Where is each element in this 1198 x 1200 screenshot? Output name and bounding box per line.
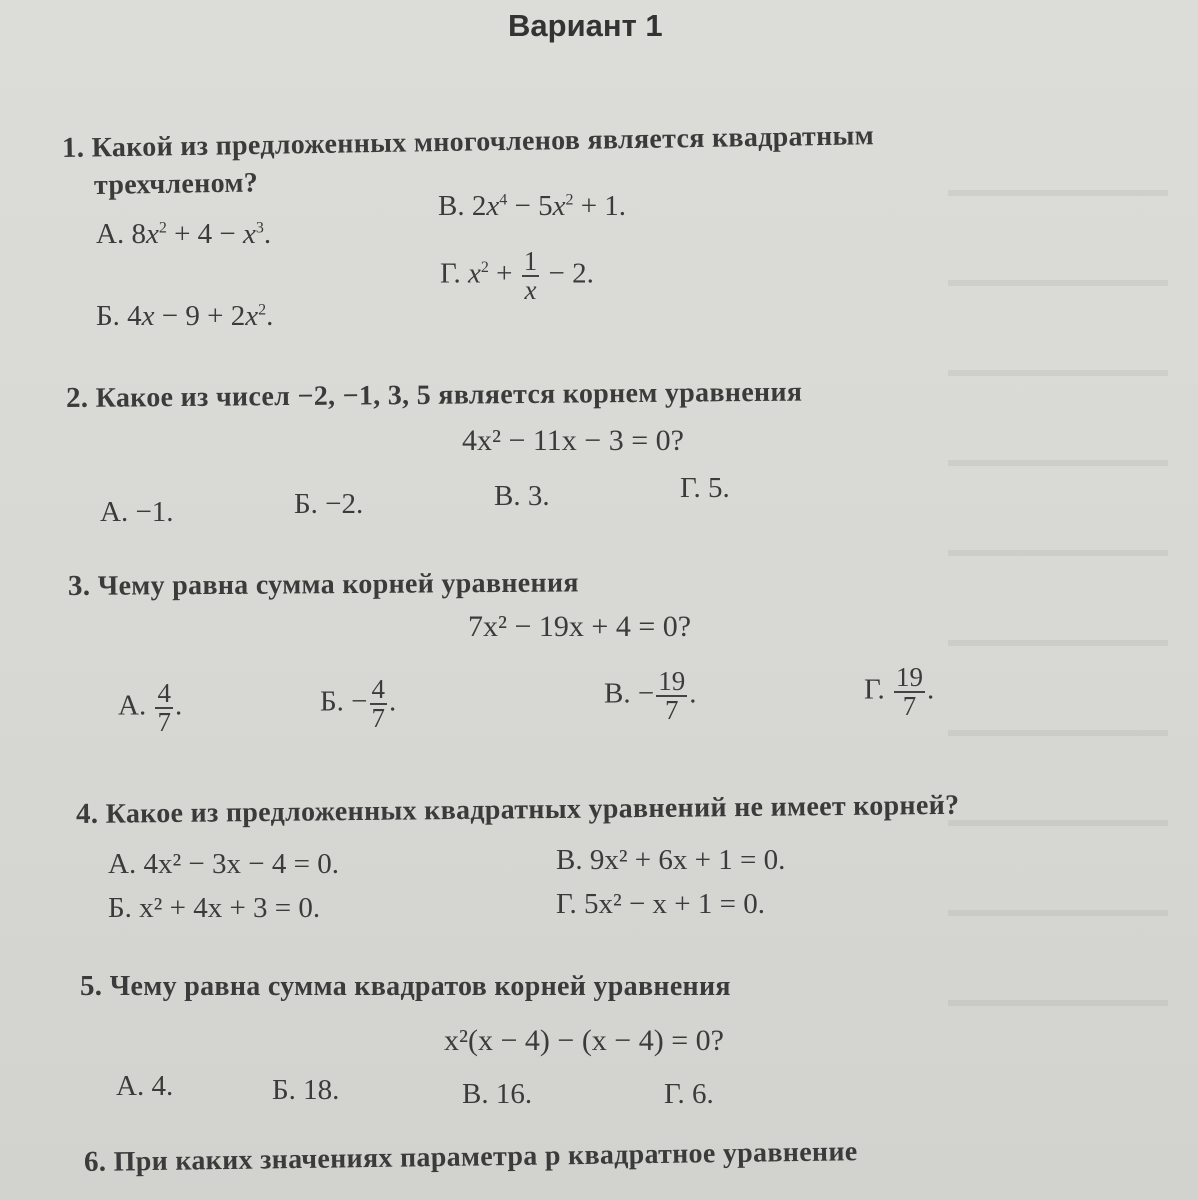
- question-2-number: 2.: [65, 381, 89, 414]
- question-1-number: 1.: [61, 131, 85, 164]
- fraction: $\frac{19}{7}$: [896, 662, 923, 721]
- question-2-option-g: Г. 5.: [680, 472, 730, 504]
- fraction: $\frac{19}{7}$: [658, 666, 686, 725]
- question-4-option-a: А. 4x² − 3x − 4 = 0.: [108, 848, 339, 880]
- question-2-equation: 4x² − 11x − 3 = 0?: [462, 424, 684, 457]
- question-5-number: 5.: [80, 970, 103, 1002]
- option-label: В.: [604, 677, 631, 710]
- question-4-text-line: [76, 789, 960, 831]
- question-1-option-v: В. $2x^4 - 5x^2 + 1$.: [438, 190, 627, 222]
- question-4-option-g: Г. 5x² − x + 1 = 0.: [556, 888, 766, 920]
- question-2-option-v: В. 3.: [494, 480, 550, 512]
- question-5-text-line: [80, 970, 731, 1003]
- question-1-option-a: А. $8x^2 + 4 - x^3$.: [96, 218, 272, 250]
- question-5-option-b: Б. 18.: [272, 1074, 340, 1106]
- fraction: $\frac{4}{7}$: [157, 678, 171, 737]
- question-3-option-g: Г. $\frac{19}{7}$ .: [864, 662, 935, 721]
- fraction: $\frac{4}{7}$: [371, 674, 386, 733]
- question-3-number: 3.: [67, 569, 91, 602]
- question-2-text-line: [66, 376, 803, 415]
- question-6-number: 6.: [83, 1145, 107, 1178]
- option-label: Б.: [96, 300, 120, 332]
- question-2-option-b: Б. −2.: [294, 488, 364, 520]
- option-label: Б.: [320, 685, 344, 718]
- fraction: $\frac{1}{x}$: [523, 246, 538, 305]
- question-3-option-b: Б. − $\frac{4}{7}$ .: [320, 674, 397, 733]
- question-5-text: Чему равна сумма квадратов корней уравнения: [109, 971, 731, 1002]
- option-label: А.: [118, 689, 147, 722]
- question-2-option-a: А. −1.: [100, 496, 174, 528]
- question-5-option-a: А. 4.: [116, 1070, 174, 1102]
- question-3-text-line: [68, 566, 579, 603]
- option-label: Г.: [864, 673, 885, 706]
- option-label: В.: [438, 190, 465, 222]
- question-5-equation: x²(x − 4) − (x − 4) = 0?: [444, 1024, 724, 1057]
- question-3-option-v: В. − $\frac{19}{7}$ .: [604, 666, 697, 725]
- option-label: А.: [96, 218, 125, 250]
- question-1-line-1: [62, 119, 875, 165]
- question-1-option-g: Г. $x^2$ + $\frac{1}{x}$ − 2.: [440, 246, 594, 305]
- question-6-text: При каких значениях параметра p квадратное уравнение: [113, 1136, 858, 1178]
- question-1-line-2: трехчленом?: [93, 167, 259, 201]
- page-title: Вариант 1: [508, 8, 663, 43]
- option-label: Г.: [440, 257, 461, 290]
- question-6-text-line: [84, 1135, 858, 1179]
- question-3-text: Чему равна сумма корней уравнения: [97, 567, 579, 602]
- question-5-option-g: Г. 6.: [664, 1078, 714, 1110]
- question-2-text: Какое из чисел −2, −1, 3, 5 является корнем уравнения: [95, 376, 803, 414]
- question-4-option-b: Б. x² + 4x + 3 = 0.: [108, 892, 321, 924]
- question-4-option-v: В. 9x² + 6x + 1 = 0.: [556, 844, 786, 876]
- bleed-through-text: [948, 150, 1168, 1050]
- question-3-option-a: А. $\frac{4}{7}$ .: [118, 678, 183, 737]
- question-4-number: 4.: [75, 797, 99, 830]
- question-1-text: Какой из предложенных многочленов является квадратным: [91, 120, 875, 164]
- question-3-equation: 7x² − 19x + 4 = 0?: [468, 610, 692, 643]
- question-1-option-b: Б. $4x - 9 + 2x^2$.: [96, 300, 274, 332]
- question-5-option-v: В. 16.: [462, 1078, 533, 1110]
- question-4-text: Какое из предложенных квадратных уравнений не имеет корней?: [105, 789, 960, 830]
